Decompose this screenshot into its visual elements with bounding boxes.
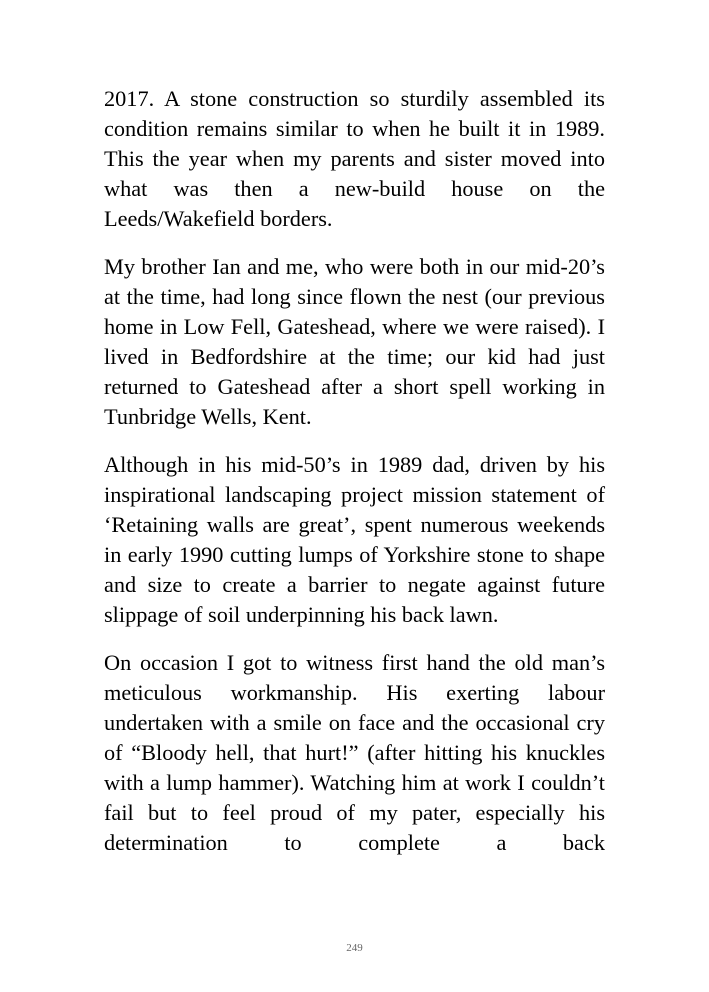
body-text xyxy=(104,84,605,876)
page-number: 249 xyxy=(346,942,363,954)
paragraph-1: 2017. A stone construction so sturdily assembled its condition remains similar to when he built it in 1989. This the year when my parents and sister moved into what was then a new-build house on the Leeds/Wakefield borders. xyxy=(104,86,605,231)
paragraph-3: Although in his mid-50’s in 1989 dad, driven by his inspirational landscaping project mission statement of ‘Retaining walls are great’, spent numerous weekends in early 1990 cutting lumps of Yorkshire stone to shape and size to create a barrier to negate against future slippage of soil underpinning his back lawn. xyxy=(104,452,605,627)
paragraph-2: My brother Ian and me, who were both in our mid-20’s at the time, had long since flown the nest (our previous home in Low Fell, Gateshead, where we were raised). I lived in Bedfordshire at the time; our kid had just returned to Gateshead after a short spell working in Tunbridge Wells, Kent. xyxy=(104,254,605,429)
paragraph-4: On occasion I got to witness first hand the old man’s meticulous workmanship. His exerting labour undertaken with a smile on face and the occasional cry of “Bloody hell, that hurt!” (after hitting his knuckles with a lump hammer). Watching him at work I couldn’t fail but to feel proud of my pater, especially his determination to complete a back xyxy=(104,650,605,855)
